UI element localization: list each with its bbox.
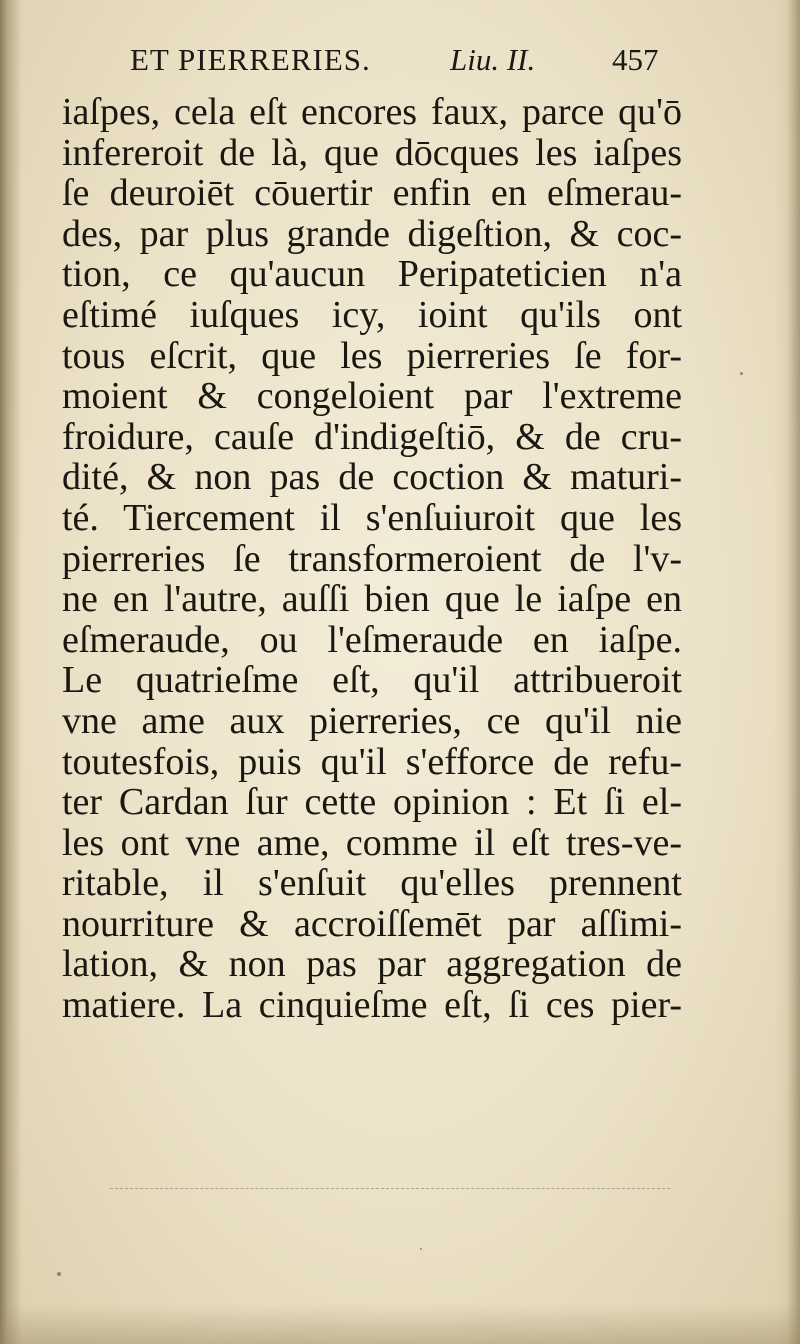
text-line: ne en l'autre, auſſi bien que le iaſpe en bbox=[62, 578, 682, 621]
page-number: 457 bbox=[612, 42, 659, 77]
text-line: toutesfois, puis qu'il s'efforce de refu- bbox=[62, 740, 682, 783]
running-head-book: Liu. II. bbox=[450, 42, 536, 77]
text-line: Le quatrieſme eſt, qu'il attribueroit bbox=[62, 659, 682, 702]
paper-speck bbox=[740, 372, 743, 375]
running-head bbox=[130, 38, 690, 88]
text-line: des, par plus grande digeſtion, & coc- bbox=[62, 212, 682, 255]
text-line: vne ame aux pierreries, ce qu'il nie bbox=[62, 699, 682, 742]
running-head-title: ET PIERRERIES. bbox=[130, 42, 371, 77]
page-edge-shadow bbox=[774, 0, 800, 1344]
text-line: moient & congeloient par l'extreme bbox=[62, 375, 682, 418]
text-line: ritable, il s'enſuit qu'elles prennent bbox=[62, 862, 682, 905]
page-bottom-shadow bbox=[0, 1304, 800, 1344]
text-line: ter Cardan ſur cette opinion : Et ſi el- bbox=[62, 781, 682, 824]
gutter-shadow bbox=[0, 0, 22, 1344]
text-line: les ont vne ame, comme il eſt tres-ve- bbox=[62, 821, 682, 864]
text-line: nourriture & accroiſſemēt par aſſimi- bbox=[62, 902, 682, 945]
paper-speck bbox=[57, 1272, 61, 1276]
text-line: iaſpes, cela eſt encores faux, parce qu'ō bbox=[62, 91, 682, 133]
text-line: ſe deuroiēt cōuertir enfin en eſmerau- bbox=[62, 172, 682, 215]
bleed-through-rule bbox=[110, 1188, 670, 1190]
text-line: pierreries ſe transformeroient de l'v- bbox=[62, 537, 682, 580]
text-line: eſmeraude, ou l'eſmeraude en iaſpe. bbox=[62, 618, 682, 661]
text-line: tion, ce qu'aucun Peripateticien n'a bbox=[62, 253, 682, 296]
text-line: infereroit de là, que dōcques les iaſpes bbox=[62, 131, 682, 174]
paper-speck bbox=[420, 1248, 422, 1250]
text-line: dité, & non pas de coction & maturi- bbox=[62, 456, 682, 499]
text-line: lation, & non pas par aggregation de bbox=[62, 943, 682, 986]
text-line: froidure, cauſe d'indigeſtiō, & de cru- bbox=[62, 415, 682, 458]
text-line: matiere. La cinquieſme eſt, ſi ces pier- bbox=[62, 984, 682, 1027]
text-line: eſtimé iuſques icy, ioint qu'ils ont bbox=[62, 293, 682, 336]
text-line: té. Tiercement il s'enſuiuroit que les bbox=[62, 496, 682, 539]
text-line: tous eſcrit, que les pierreries ſe for- bbox=[62, 334, 682, 377]
body-text bbox=[62, 92, 682, 1026]
